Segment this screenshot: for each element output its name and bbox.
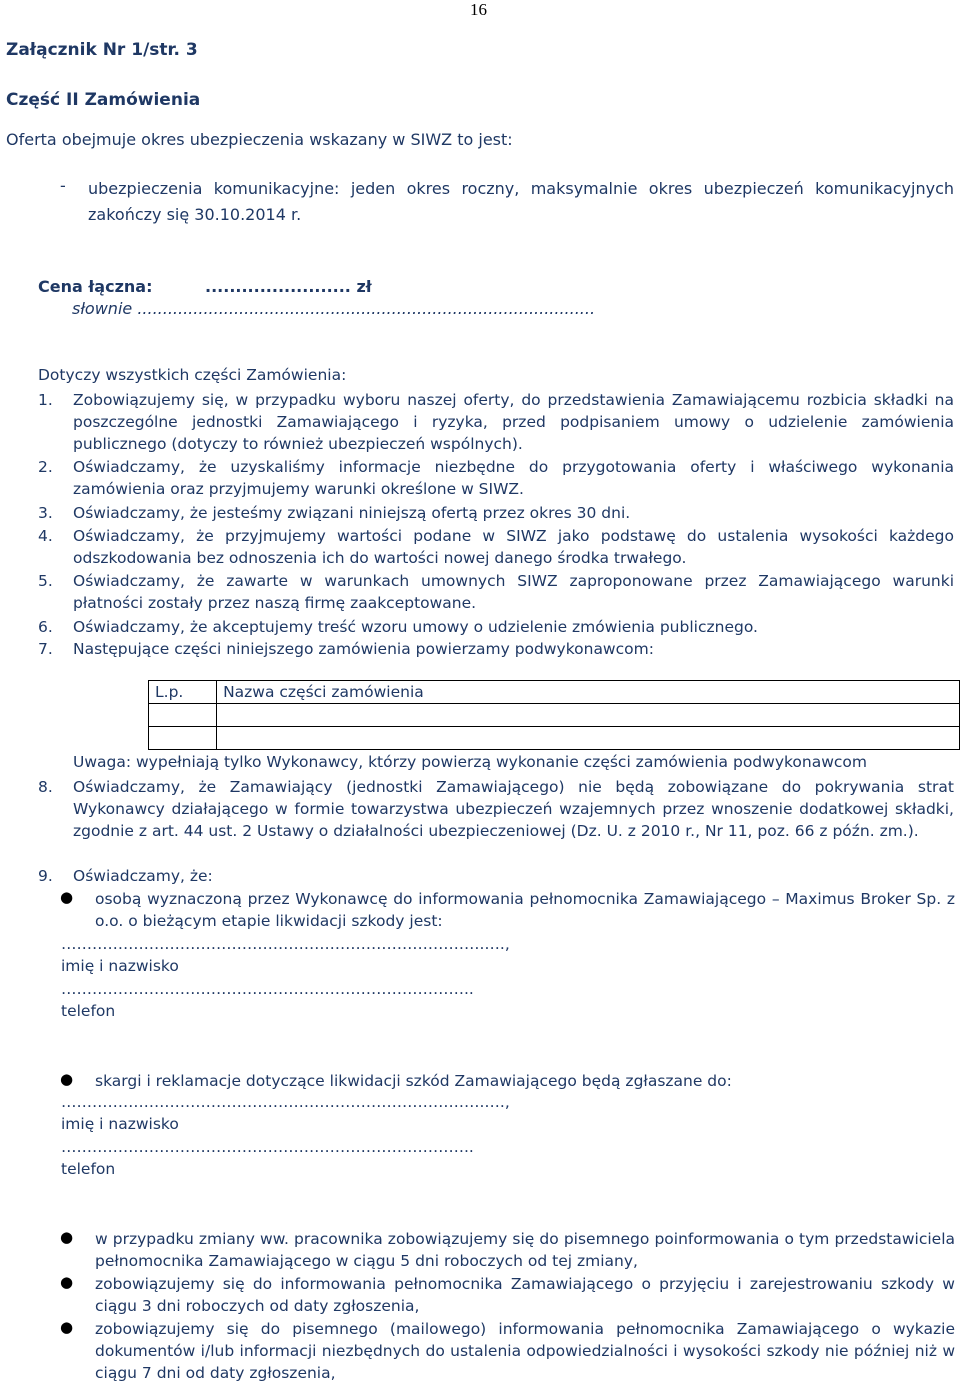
fill-line[interactable]: ……………………………………………………………………….…., [61,935,510,953]
phone-label: telefon [61,1160,116,1178]
final-bullet-text: w przypadku zmiany ww. pracownika zobowiązujemy się do pisemnego poinformowania o tym przedstawiciela pełnomocnika Zamawiającego w ciągu 5 dni roboczych od tej zmiany, [95,1230,955,1270]
list-item [38,456,954,500]
part-title: Część II Zamówienia [6,90,201,110]
header-lp: L.p. [149,681,217,704]
item-number: 2. [38,458,53,476]
table-cell[interactable] [217,704,960,727]
list-item [38,638,954,660]
fill-line[interactable]: ……………………………………………………………………….…., [61,1093,510,1111]
header-part-name: Nazwa części zamówienia [217,681,960,704]
item-number: 4. [38,527,53,545]
price-value: ........................ zł [205,277,372,296]
name-label: imię i nazwisko [61,957,179,975]
table-cell[interactable] [149,704,217,727]
item-text: Oświadczamy, że jesteśmy związani niniejszą ofertą przez okres 30 dni. [73,504,631,522]
item-text: Następujące części niniejszego zamówienia powierzamy podwykonawcom: [73,640,654,658]
list-item [38,776,954,842]
item-text: Oświadczamy, że akceptujemy treść wzoru umowy o udzielenie zmówienia publicznego. [73,618,758,636]
annex-title: Załącznik Nr 1/str. 3 [6,40,198,60]
item-number: 5. [38,572,53,590]
item-text: Zobowiązujemy się, w przypadku wyboru naszej oferty, do przedstawienia Zamawiającemu rozbicia składki na poszczególne jednostki Zamawiającego i ryzyka, przed podpisaniem umowy o udzielenie zamówienia publicznego (dotyczy to również ubezpieczeń wspólnych). [73,391,954,453]
scope-item: ubezpieczenia komunikacyjne: jeden okres roczny, maksymalnie okres ubezpieczeń komunikacyjnych zakończy się 30.10.2014 r. [88,179,954,224]
price-words: słownie .......................................................................................... [72,299,596,318]
item-number: 8. [38,778,53,796]
item-number: 7. [38,640,53,658]
name-label: imię i nazwisko [61,1115,179,1133]
item-number: 6. [38,618,53,636]
list-item [38,865,954,887]
scope-intro: Oferta obejmuje okres ubezpieczenia wskazany w SIWZ to jest: [6,130,513,149]
subcontract-note: Uwaga: wypełniają tylko Wykonawcy, którzy powierzą wykonanie części zamówienia podwykonawcom [73,753,867,771]
list-item [38,502,954,524]
item-number: 3. [38,504,53,522]
list-item [38,616,954,638]
list-item [38,525,954,569]
bullet-icon: ● [60,888,74,906]
dash-marker: - [60,176,66,195]
table-header-row [149,681,960,704]
fill-line[interactable]: …………………………………………………………………….. [61,1138,474,1156]
list-item [38,389,954,455]
final-bullet-text: zobowiązujemy się do informowania pełnomocnika Zamawiającego o przyjęciu i zarejestrowaniu szkody w ciągu 3 dni roboczych od daty zgłoszenia, [95,1275,955,1315]
subcontract-table [148,680,960,750]
final-bullet-text: zobowiązujemy się do pisemnego (mailowego) informowania pełnomocnika Zamawiającego o wykazie dokumentów i/lub informacji niezbędnych do ustalenia odpowiedzialności i wysokości szkody nie później niż w ciągu 7 dni od daty zgłoszenia, [95,1320,955,1382]
item-text: Oświadczamy, że Zamawiający (jednostki Zamawiającego) nie będą zobowiązane do pokrywania strat Wykonawcy działającego w formie towarzystwa ubezpieczeń wzajemnych przez wnoszenie dodatkowej składki, zgodnie z art. 44 ust. 2 Ustawy o działalności ubezpieczeniowej (Dz. U. z 2010 r., Nr 11, poz. 66 z późn. zm.). [73,778,954,840]
list-item [38,570,954,614]
price-label: Cena łączna: [38,277,153,296]
fill-line[interactable]: …………………………………………………………………….. [61,980,474,998]
bullet-icon: ● [60,1070,74,1088]
bullet-icon: ● [60,1228,74,1246]
item-text: Oświadczamy, że przyjmujemy wartości podane w SIWZ jako podstawę do ustalenia wysokości każdego odszkodowania bez odnoszenia ich do wartości nowej danego środka trwałego. [73,527,954,567]
item-text: Oświadczamy, że: [73,867,213,885]
table-cell[interactable] [149,727,217,750]
item-number: 1. [38,391,53,409]
all-parts-label: Dotyczy wszystkich części Zamówienia: [38,366,347,384]
table-cell[interactable] [217,727,960,750]
bullet-icon: ● [60,1273,74,1291]
item-text: Oświadczamy, że zawarte w warunkach umownych SIWZ zaproponowane przez Zamawiającego warunki płatności zostały przez naszą firmę zaakceptowane. [73,572,954,612]
phone-label: telefon [61,1002,116,1020]
page-number: 16 [470,0,487,19]
bullet-icon: ● [60,1318,74,1336]
item-text: Oświadczamy, że uzyskaliśmy informacje niezbędne do przygotowania oferty i właściwego wykonania zamówienia oraz przyjmujemy warunki określone w SIWZ. [73,458,954,498]
item-number: 9. [38,867,53,885]
table-row[interactable] [149,704,960,727]
designated-person-text: osobą wyznaczoną przez Wykonawcę do informowania pełnomocnika Zamawiającego – Maximus Broker Sp. z o.o. o bieżącym etapie likwidacji szkody jest: [95,890,955,930]
complaints-text: skargi i reklamacje dotyczące likwidacji szkód Zamawiającego będą zgłaszane do: [95,1072,732,1090]
table-row[interactable] [149,727,960,750]
